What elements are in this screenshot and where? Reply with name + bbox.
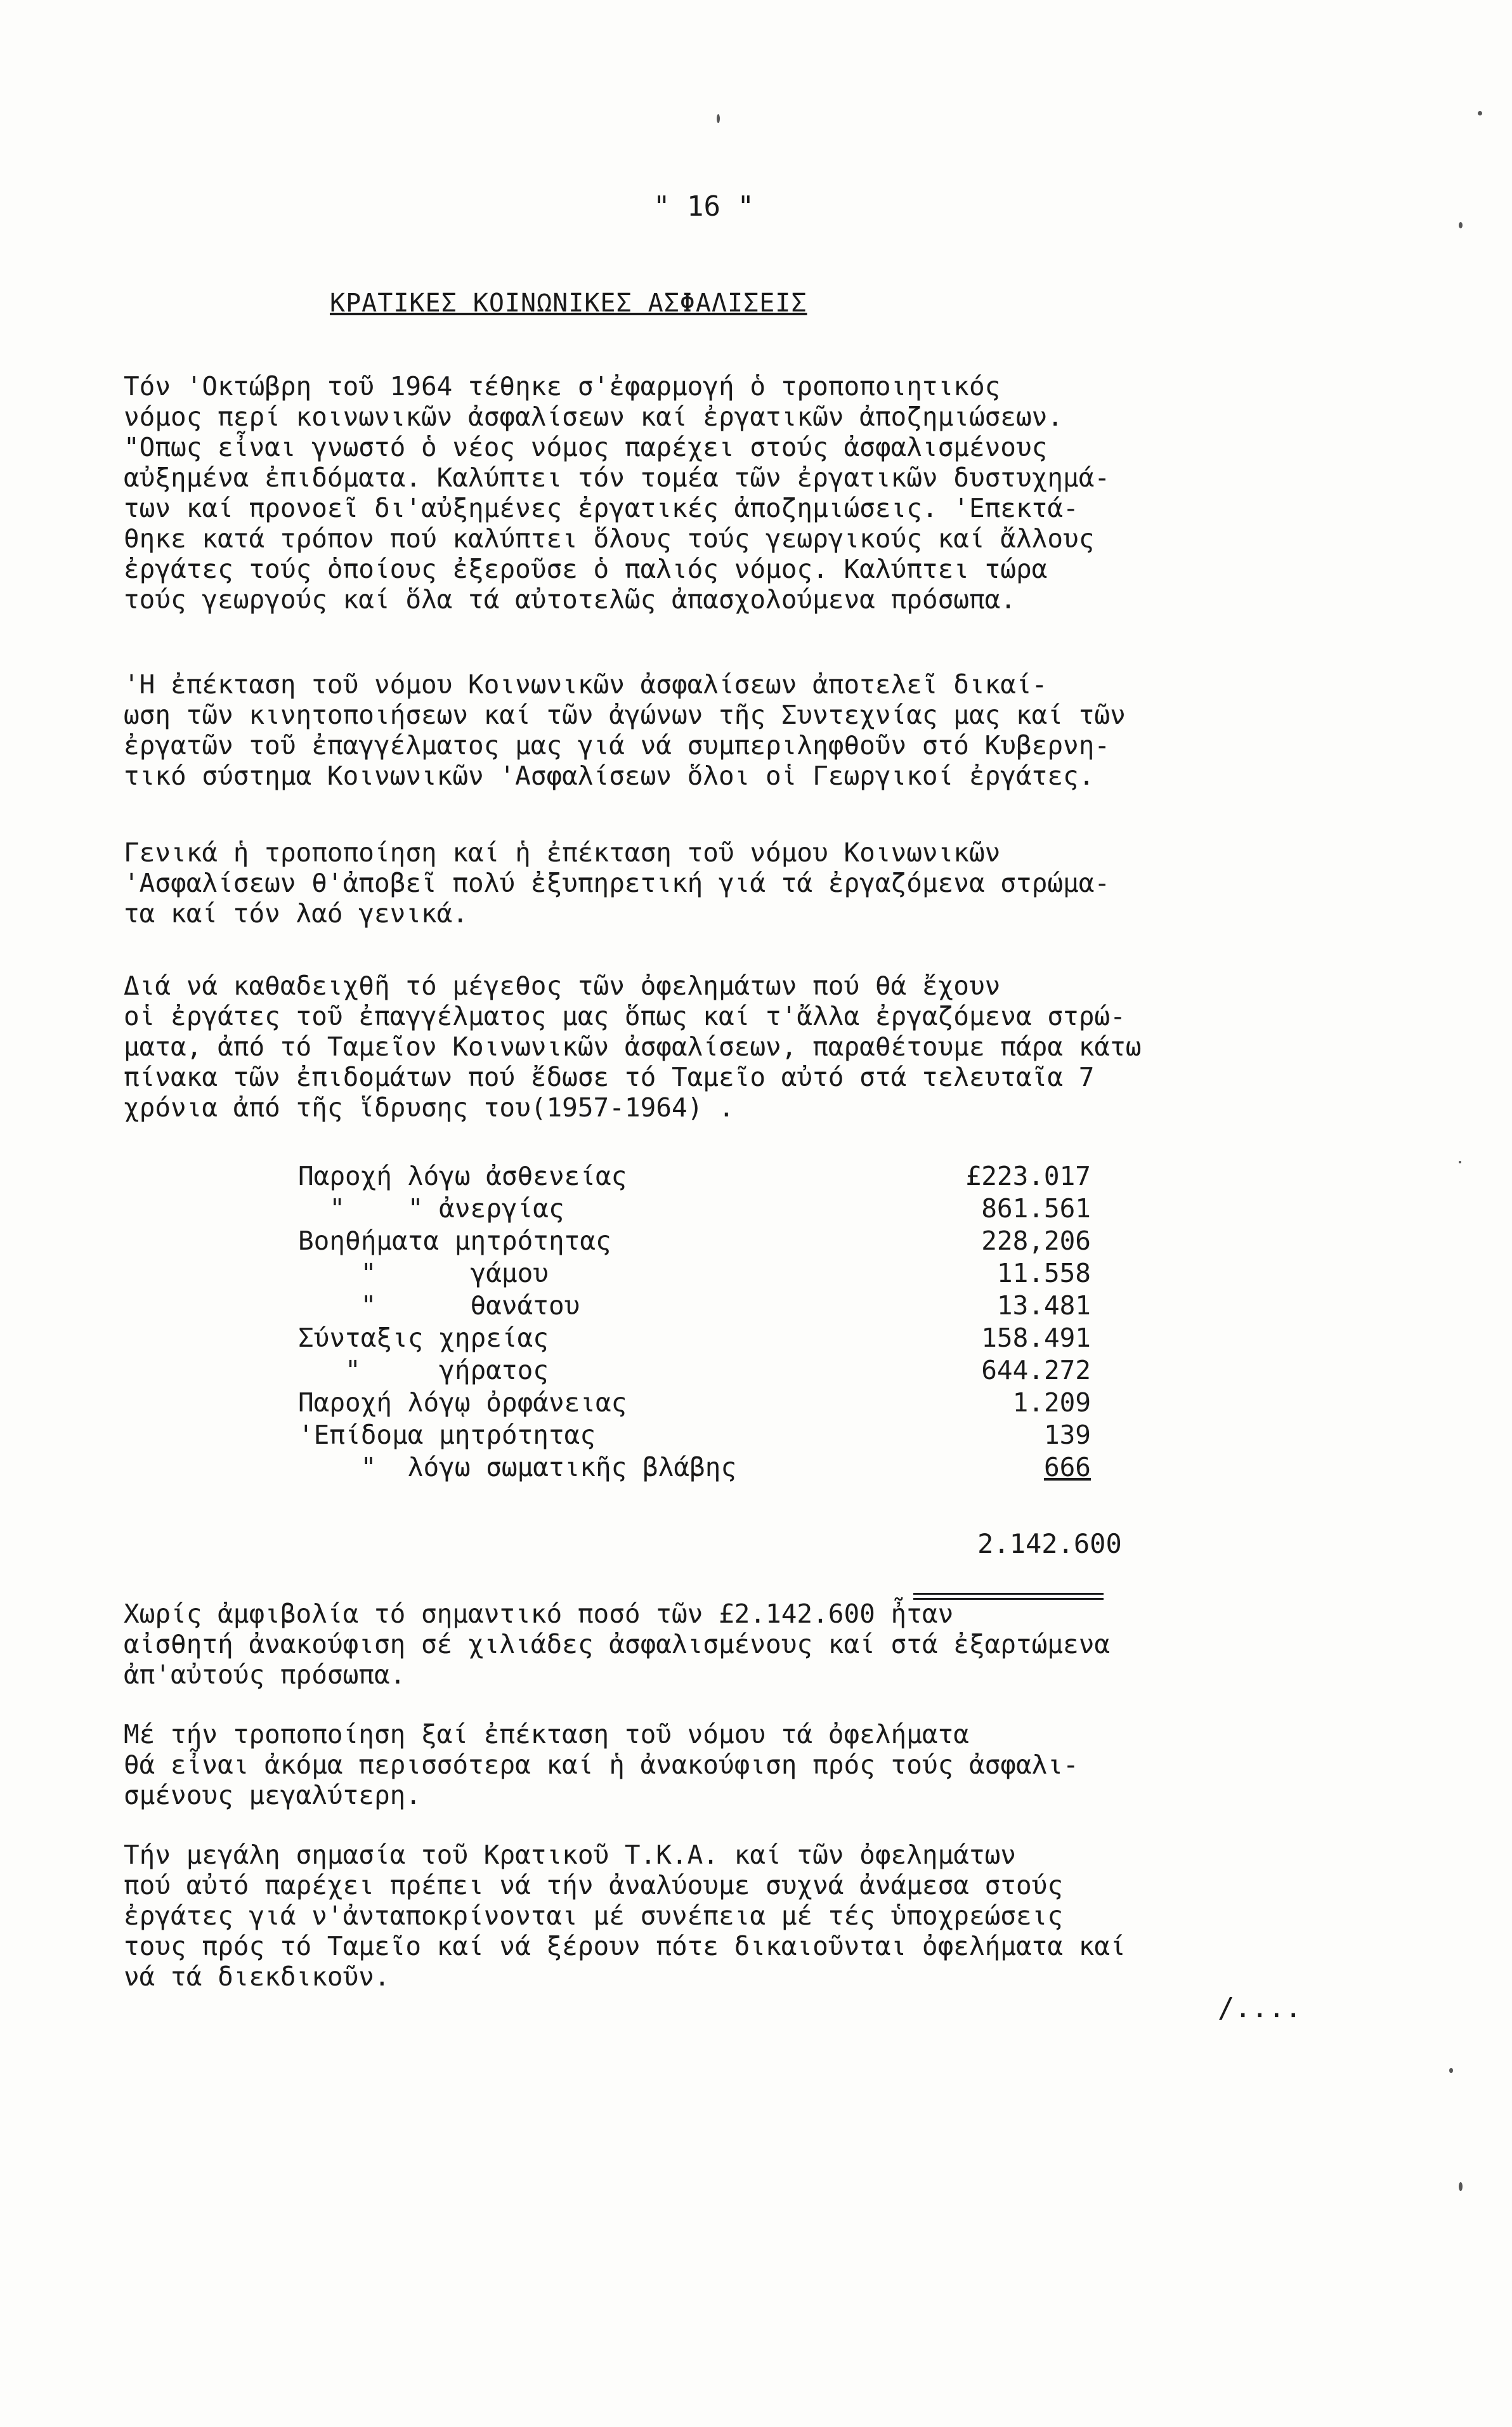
photocopy-speck [717, 114, 720, 123]
row-amount: 228,206 [981, 1226, 1091, 1256]
table-row [298, 1323, 1186, 1355]
section-heading: ΚΡΑΤΙΚΕΣ ΚΟΙΝΩΝΙΚΕΣ ΑΣΦΑΛΙΣΕΙΣ [330, 289, 807, 318]
paragraph-total-relief: Χωρίς ἀμφιβολία τό σημαντικό ποσό τῶν £2.142.600 ἦταν αἰσθητή ἀνακούφιση σέ χιλιάδες ἀσφαλισμένους καί στά ἐξαρτώμενα ἀπ'αὐτούς πρόσωπα. [124, 1599, 1111, 1690]
total-amount: 2.142.600 [977, 1528, 1122, 1559]
row-label: " λόγω σωματικῆς βλάβης [298, 1452, 737, 1482]
paragraph-law-extension: 'Η ἐπέκταση τοῦ νόμου Κοινωνικῶν ἀσφαλίσεων ἀποτελεῖ δικαί- ωση τῶν κινητοποιήσεων καί τῶν ἀγώνων τῆς Συντεχνίας μας καί τῶν ἐργατῶν τοῦ ἐπαγγέλματος μας γιά νά συμπεριληφθοῦν στό Κυβερνη- τικό σύστημα Κοινωνικῶν 'Ασφαλίσεων ὅλοι οἱ Γεωργικοί ἐργάτες. [124, 669, 1126, 791]
table-row [298, 1290, 1186, 1323]
row-amount: 644.272 [981, 1355, 1091, 1385]
row-amount: 13.481 [996, 1290, 1091, 1321]
paragraph-law-amendment: Τόν 'Οκτώβρη τοῦ 1964 τέθηκε σ'ἐφαρμογή ὁ τροποποιητικός νόμος περί κοινωνικῶν ἀσφαλίσεων καί ἐργατικῶν ἀποζημιώσεων. "Οπως εἶναι γνωστό ὁ νέος νόμος παρέχει στούς ἀσφαλισμένους αὐξημένα ἐπιδόματα. Καλύπτει τόν τομέα τῶν ἐργατικῶν δυστυχημά- των καί προνοεῖ δι'αὐξημένες ἐργατικές ἀποζημιώσεις. 'Επεκτά- θηκε κατά τρόπον πού καλύπτει ὅλους τούς γεωργικούς καί ἄλλους ἐργάτες τούς ὁποίους ἐξεροῦσε ὁ παλιός νόμος. Καλύπτει τώρα τούς γεωργούς καί ὅλα τά αὐτοτελῶς ἀπασχολούμενα πρόσωπα. [124, 371, 1111, 615]
table-row [298, 1258, 1186, 1290]
table-row [298, 1193, 1186, 1226]
table-row [298, 1226, 1186, 1258]
row-label: 'Επίδομα μητρότητας [298, 1420, 596, 1450]
photocopy-speck [1449, 2068, 1453, 2073]
page-number: " 16 " [653, 190, 754, 223]
paragraph-future-benefits: Μέ τήν τροποποίηση ξαί ἐπέκταση τοῦ νόμου τά ὀφελήματα θά εἶναι ἀκόμα περισσότερα καί ἡ ἀνακούφιση πρός τούς ἀσφαλι- σμένους μεγαλύτερη. [124, 1719, 1079, 1810]
row-label: Σύνταξις χηρείας [298, 1323, 549, 1353]
row-label: " " ἀνεργίας [298, 1193, 564, 1224]
benefits-table [298, 1161, 1186, 1484]
table-row [298, 1420, 1186, 1452]
photocopy-speck [1478, 111, 1482, 115]
row-label: " γάμου [298, 1258, 549, 1288]
row-label: Παροχή λόγῳ ὀρφάνειας [298, 1387, 627, 1418]
row-amount: 158.491 [981, 1323, 1091, 1353]
paragraph-importance: Τήν μεγάλη σημασία τοῦ Κρατικοῦ Τ.Κ.Α. καί τῶν ὀφελημάτων πού αὐτό παρέχει πρέπει νά τήν ἀναλύουμε συχνά ἀνάμεσα στούς ἐργάτες γιά ν'ἀνταποκρίνονται μέ συνέπεια μέ τές ὑποχρεώσεις τους πρός τό Ταμεῖο καί νά ξέρουν πότε δικαιοῦνται ὀφελήματα καί νά τά διεκδικοῦν. [124, 1840, 1126, 1992]
table-row [298, 1387, 1186, 1420]
paragraph-table-intro: Διά νά καθαδειχθῆ τό μέγεθος τῶν ὀφελημάτων πού θά ἔχουν οἱ ἐργάτες τοῦ ἐπαγγέλματος μας ὅπως καί τ'ἄλλα ἐργαζόμενα στρώ- ματα, ἀπό τό Ταμεῖον Κοινωνικῶν ἀσφαλίσεων, παραθέτουμε πάρα κάτω πίνακα τῶν ἐπιδομάτων πού ἔδωσε τό Ταμεῖο αὐτό στά τελευταῖα 7 χρόνια ἀπό τῆς ἵδρυσης του(1957-1964) . [124, 971, 1142, 1123]
row-amount: 666 [1043, 1452, 1091, 1482]
table-row [298, 1161, 1186, 1193]
photocopy-speck [1459, 2182, 1463, 2191]
table-row [298, 1355, 1186, 1387]
continuation-mark: /.... [1218, 1992, 1302, 2024]
row-amount: 861.561 [981, 1193, 1091, 1224]
photocopy-speck [1459, 1161, 1461, 1163]
row-amount: £223.017 [965, 1161, 1091, 1191]
row-label: Παροχή λόγω ἀσθενείας [298, 1161, 627, 1191]
row-amount: 139 [1043, 1420, 1091, 1450]
row-label: " θανάτου [298, 1290, 580, 1321]
row-label: " γήρατος [298, 1355, 549, 1385]
paragraph-general-benefit: Γενικά ἡ τροποποίηση καί ἡ ἐπέκταση τοῦ νόμου Κοινωνικῶν 'Ασφαλίσεων θ'ἀποβεῖ πολύ ἐξυπηρετική γιά τά ἐργαζόμενα στρώμα- τα καί τόν λαό γενικά. [124, 837, 1111, 929]
table-row [298, 1452, 1186, 1484]
row-label: Βοηθήματα μητρότητας [298, 1226, 611, 1256]
row-amount: 11.558 [996, 1258, 1091, 1288]
row-amount: 1.209 [1012, 1387, 1091, 1418]
photocopy-speck [1459, 222, 1463, 228]
